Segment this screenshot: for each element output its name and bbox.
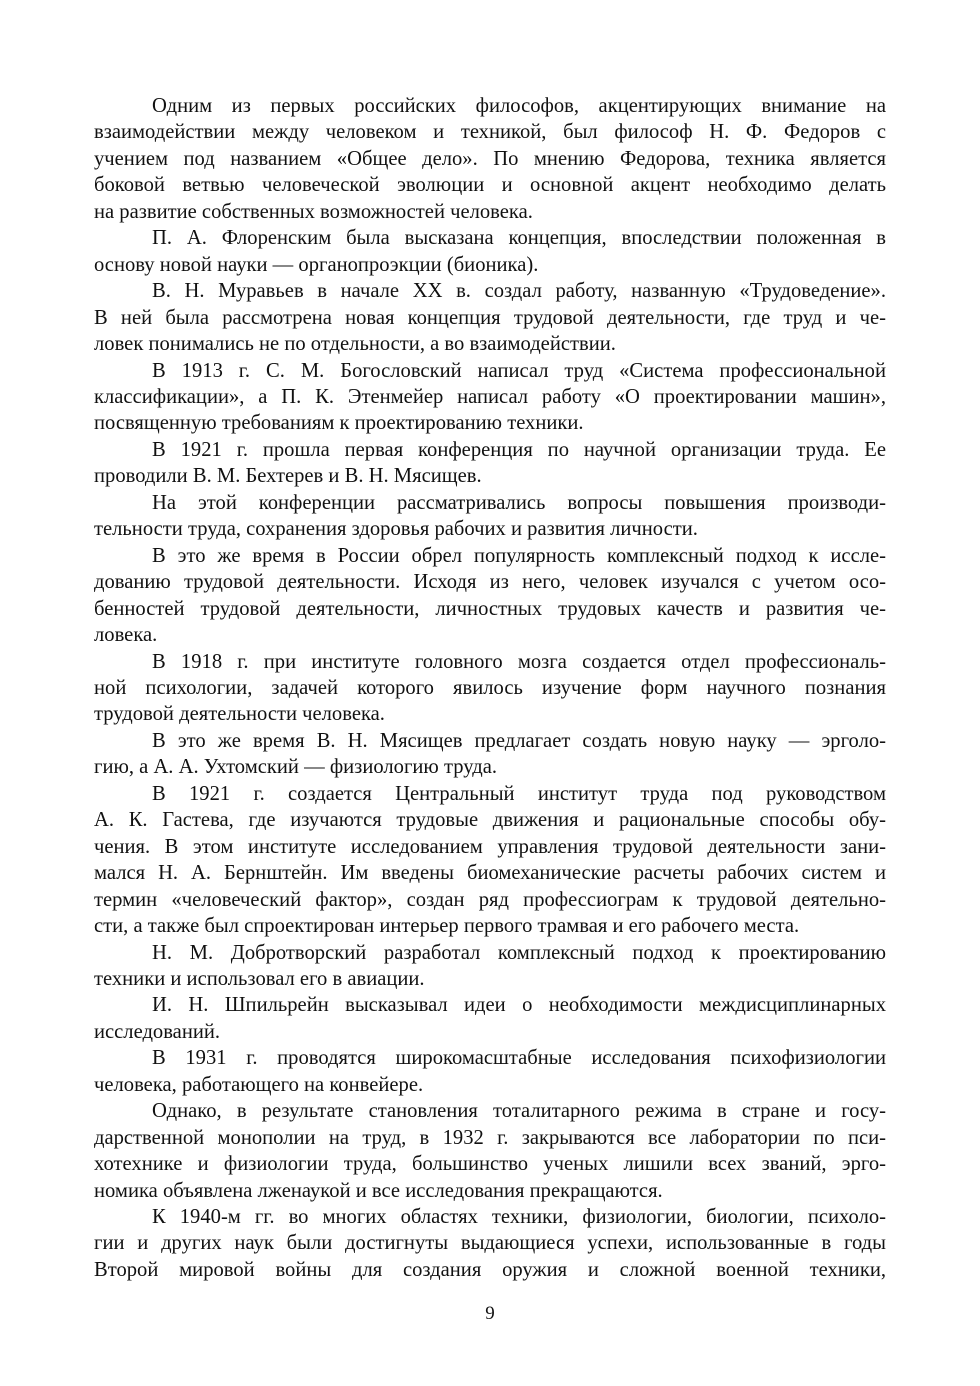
text-line: посвященную требованиям к проектированию техники. [94, 412, 584, 435]
paragraph [94, 728, 886, 781]
text-line: Н. М. Добротворский разработал комплексный подход к проектированию [152, 941, 886, 964]
text-line: бенностей трудовой деятельности, личностных трудовых качеств и развития че- [94, 597, 886, 620]
text-line: хотехнике и физиологии труда, большинство ученых лишили всех званий, эрго- [94, 1153, 886, 1176]
text-line: классификации», а П. К. Этенмейер написал работу «О проектировании машин», [94, 385, 886, 408]
text-line: исследований. [94, 1020, 221, 1043]
page-number: 9 [485, 1303, 495, 1324]
text-line: мался Н. А. Бернштейн. Им введены биомеханические расчеты рабочих систем и [94, 862, 886, 885]
text-line: В это же время В. Н. Мясищев предлагает создать новую науку — эрголо- [152, 729, 886, 752]
text-line: трудовой деятельности человека. [94, 703, 385, 726]
text-line: В ней была рассмотрена новая концепция трудовой деятельности, где труд и че- [94, 306, 886, 329]
text-line: проводили В. М. Бехтерев и В. Н. Мясищев. [94, 465, 482, 488]
paragraph [94, 358, 886, 437]
text-line: взаимодействии между человеком и техникой, был философ Н. Ф. Федоров с [94, 121, 886, 144]
paragraph [94, 940, 886, 993]
paragraph [94, 225, 886, 278]
text-line: номика объявлена лженаукой и все исследования прекращаются. [94, 1179, 663, 1202]
text-line: сти, а также был спроектирован интерьер первого трамвая и его рабочего места. [94, 915, 800, 938]
text-line: В. Н. Муравьев в начале XX в. создал работу, названную «Трудоведение». [152, 280, 886, 303]
text-line: В 1913 г. С. М. Богословский написал труд «Система профессиональной [152, 359, 886, 382]
paragraph [94, 1045, 886, 1098]
text-line: Однако, в результате становления тоталитарного режима в стране и госу- [152, 1100, 886, 1123]
text-line: На этой конференции рассматривались вопросы повышения производи- [152, 491, 886, 514]
text-line: К 1940-м гг. во многих областях техники, физиологии, биологии, психоло- [152, 1206, 886, 1229]
text-line: В 1921 г. прошла первая конференция по научной организации труда. Ее [152, 438, 886, 461]
text-line: ловек понимались не по отдельности, а во взаимодействии. [94, 333, 616, 356]
text-line: А. К. Гастева, где изучаются трудовые движения и рациональные способы обу- [94, 809, 886, 832]
text-line: ловека. [94, 624, 158, 647]
paragraph [94, 93, 886, 225]
text-line: боковой ветвью человеческой эволюции и основной акцент необходимо делать [94, 174, 886, 197]
text-line: Второй мировой войны для создания оружия и сложной военной техники, [94, 1258, 886, 1281]
text-line: гию, а А. А. Ухтомский — физиологию труда. [94, 756, 497, 779]
text-line: техники и использовал его в авиации. [94, 967, 425, 990]
text-line: человека, работающего на конвейере. [94, 1073, 424, 1096]
text-line: чения. В этом институте исследованием управления трудовой деятельности зани- [94, 835, 886, 858]
text-line: основу новой науки — органопроэкции (бионика). [94, 253, 539, 276]
text-line: дарственной монополии на труд, в 1932 г. закрываются все лаборатории по пси- [94, 1126, 886, 1149]
text-line: на развитие собственных возможностей человека. [94, 200, 533, 223]
text-line: дованию трудовой деятельности. Исходя из него, человек изучался с учетом осо- [94, 571, 886, 594]
text-line: И. Н. Шпильрейн высказывал идеи о необходимости междисциплинарных [152, 994, 886, 1017]
paragraph [94, 992, 886, 1045]
text-line: Одним из первых российских философов, акцентирующих внимание на [152, 95, 886, 117]
text-line: ной психологии, задачей которого явилось изучение форм научного познания [94, 676, 886, 699]
text-line: термин «человеческий фактор», создан ряд профессиограм к трудовой деятельно- [94, 888, 886, 911]
text-line: В 1921 г. создается Центральный институт труда под руководством [152, 782, 886, 805]
paragraph [94, 649, 886, 728]
text-line: тельности труда, сохранения здоровья рабочих и развития личности. [94, 518, 698, 541]
text-line: П. А. Флоренским была высказана концепция, впоследствии положенная в [152, 227, 886, 250]
paragraph [94, 437, 886, 490]
text-line: учением под названием «Общее дело». По мнению Федорова, техника является [94, 147, 886, 170]
page-body [94, 93, 886, 1283]
paragraph [94, 490, 886, 543]
paragraph [94, 1204, 886, 1283]
text-line: В 1931 г. проводятся широкомасштабные исследования психофизиологии [152, 1047, 886, 1070]
paragraph [94, 781, 886, 940]
paragraph [94, 1098, 886, 1204]
text-line: В это же время в России обрел популярность комплексный подход к иссле- [152, 544, 886, 567]
text-line: гии и других наук были достигнуты выдающиеся успехи, использованные в годы [94, 1232, 886, 1255]
paragraph [94, 278, 886, 357]
text-line: В 1918 г. при институте головного мозга создается отдел профессиональ- [152, 650, 886, 673]
paragraph [94, 543, 886, 649]
